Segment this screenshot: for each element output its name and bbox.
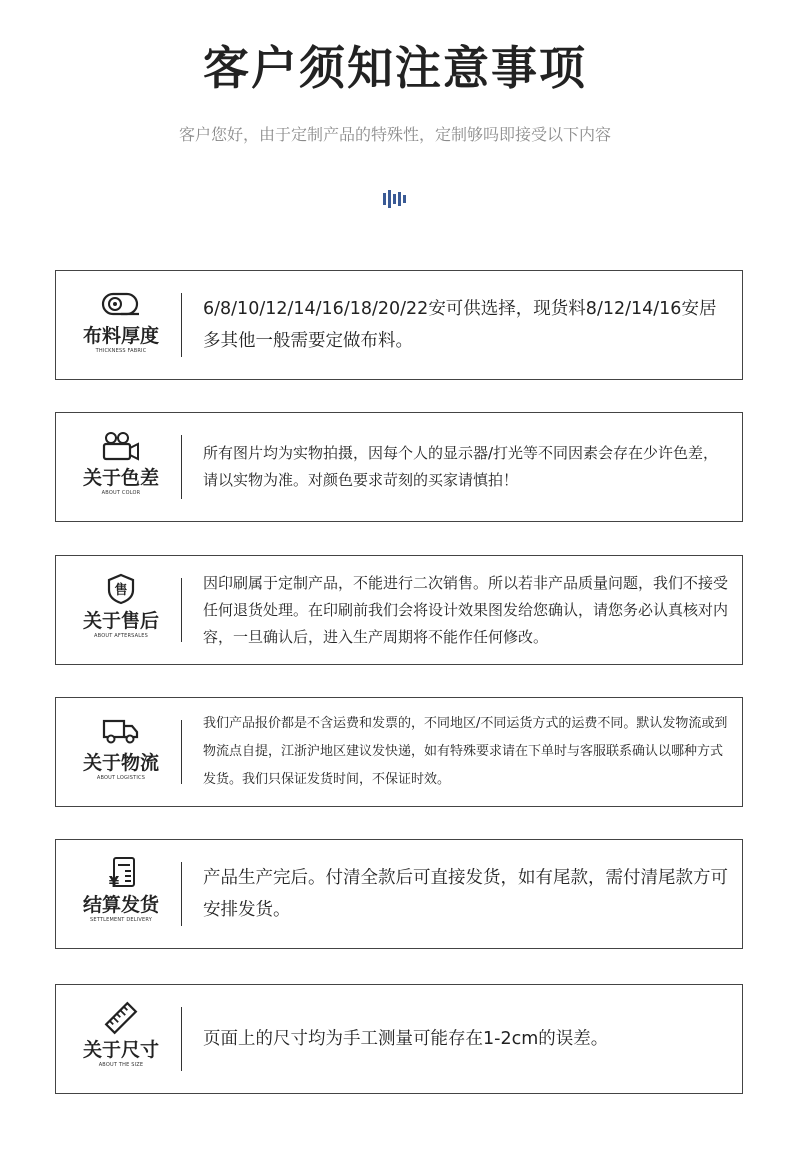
card-divider [181,293,182,357]
card-title: 关于物流 [82,752,159,774]
sale-shield-icon [96,572,146,606]
card-divider [181,862,182,926]
page-title: 客户须知注意事项 [203,41,587,95]
card-subtitle: ABOUT LOGISTICS [96,775,146,781]
card-title: 关于色差 [82,467,159,489]
fabric-roll-icon [96,287,146,321]
card-divider [181,1007,182,1071]
card-divider [181,578,182,642]
notice-card-aftersales [55,555,743,665]
card-title: 布料厚度 [82,325,159,347]
notice-card-color [55,412,743,522]
svg-text:¥: ¥ [108,873,120,890]
card-text: 因印刷属于定制产品，不能进行二次销售。所以若非产品质量问题，我们不接受任何退货处理。在印刷前我们会将设计效果图发给您确认，请您务必认真核对内容，一旦确认后，进入生产周期将不能作任何修改。 [203,573,729,646]
card-subtitle: ABOUT AFTERSALES [94,633,148,639]
card-subtitle: THICKNESS FABRIC [95,348,147,354]
card-title: 结算发货 [82,894,159,916]
card-text: 页面上的尺寸均为手工测量可能存在1-2cm的误差。 [203,1029,609,1049]
card-title: 关于尺寸 [82,1039,159,1061]
card-divider [181,435,182,499]
notice-card-fabric [55,270,743,380]
card-subtitle: ABOUT THE SIZE [98,1062,144,1068]
card-subtitle: SETTLEMENT DELIVERY [89,917,152,923]
card-title: 关于售后 [82,610,159,632]
card-divider [181,720,182,784]
notice-card-logistics [55,697,743,807]
card-subtitle: ABOUT COLOR [101,490,141,496]
camera-icon [96,429,146,463]
notice-card-size [55,984,743,1094]
card-text: 6/8/10/12/14/16/18/20/22安可供选择，现货料8/12/14/16安居多其他一般需要定做布料。 [203,299,717,351]
delivery-truck-icon [96,714,146,748]
card-text: 产品生产完后。付清全款后可直接发货，如有尾款，需付清尾款方可安排发货。 [203,868,728,920]
page-subtitle: 客户您好，由于定制产品的特殊性，定制够吗即接受以下内容 [178,125,611,144]
ruler-icon [96,1001,146,1035]
card-text: 所有图片均为实物拍摄，因每个人的显示器/打光等不同因素会存在少许色差，请以实物为准。对颜色要求苛刻的买家请慎拍！ [203,444,719,489]
decorative-bars-icon [383,190,407,208]
invoice-yen-icon [96,856,146,890]
card-text: 我们产品报价都是不含运费和发票的，不同地区/不同运货方式的运费不同。默认发物流或到物流点自提，江浙沪地区建议发快递，如有特殊要求请在下单时与客服联系确认以哪种方式发货。我们只保证发货时间，不保证时效。 [203,716,728,787]
notice-card-settlement [55,839,743,949]
svg-text:售: 售 [114,583,128,598]
